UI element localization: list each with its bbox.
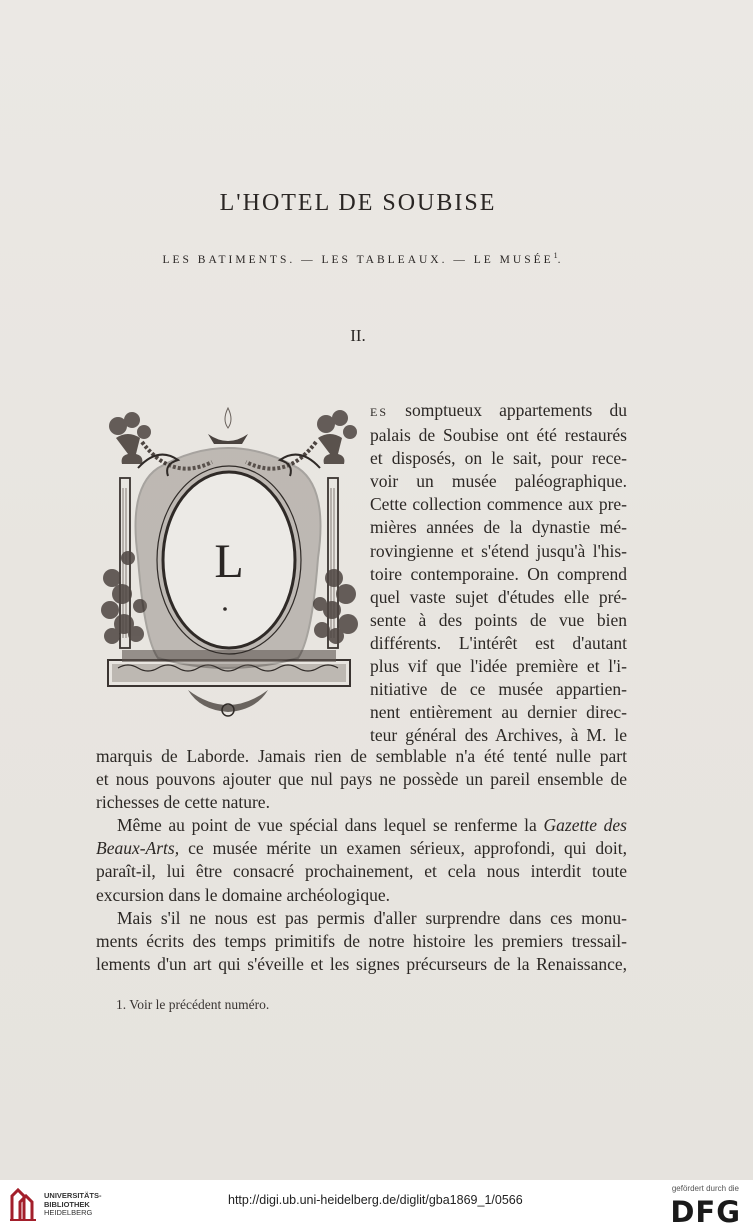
text-line: Cette collection commence aux pre- [370, 494, 627, 515]
text-line: paraît-il, lui être consacré prochainement, et cela nous interdit toute [96, 861, 627, 882]
first-word-smallcaps: ES [370, 405, 389, 419]
dfg-logo[interactable]: DFG [670, 1195, 741, 1229]
drop-cap-letter: L [214, 535, 244, 588]
text-line: excursion dans le domaine archéologique. [96, 884, 390, 905]
text-line: richesses de cette nature. [96, 792, 270, 813]
text-line: voir un musée paléographique. [370, 471, 627, 492]
text-line: et nous pouvons ajouter que nul pays ne possède un pareil ensemble de [96, 769, 627, 790]
text-line: nent entièrement au dernier direc- [370, 702, 627, 723]
text-line [96, 814, 627, 837]
university-library-logo-icon[interactable] [8, 1186, 38, 1222]
text-line: mières années de la dynastie mé- [370, 517, 627, 538]
text-line: plus vif que l'idée première et l'i- [370, 656, 627, 677]
text-line-content: Même au point de vue spécial dans lequel se renferme la [117, 815, 537, 836]
italic-title: Beaux-Arts, [96, 838, 180, 859]
text-line: différents. L'intérêt est d'autant [370, 632, 627, 653]
library-name[interactable] [44, 1192, 102, 1218]
section-number: II. [350, 326, 366, 345]
article-subtitle: LES BATIMENTS. — LES TABLEAUX. — LE MUSÉE$^1$. [162, 251, 564, 266]
text-line: quel vaste sujet d'études elle pré- [370, 586, 627, 607]
text-line: teur général des Archives, à M. le [370, 725, 627, 746]
text-line: Mais s'il ne nous est pas permis d'aller surprendre dans ces monu- [117, 907, 627, 928]
subtitle-footnote-ref: 1 [553, 251, 558, 260]
text-line-content: somptueux appartements du [405, 400, 627, 420]
permalink-url[interactable]: http://digi.ub.uni-heidelberg.de/diglit/gba1869_1/0566 [228, 1193, 523, 1207]
text-line: marquis de Laborde. Jamais rien de semblable n'a été tenté nulle part [96, 746, 627, 766]
library-name-line: BIBLIOTHEK [44, 1199, 90, 1209]
text-line [370, 399, 627, 424]
subtitle-text: LES BATIMENTS. — LES TABLEAUX. — LE MUSÉE [162, 253, 554, 266]
text-line-content: ce musée mérite un examen sérieux, approfondi, qui doit, [188, 838, 627, 859]
text-line: nitiative de ce musée appartien- [370, 679, 627, 700]
footnote: 1. Voir le précédent numéro. [116, 997, 270, 1012]
text-line [96, 837, 627, 860]
article-title: L'HOTEL DE SOUBISE [219, 190, 497, 216]
library-name-line: UNIVERSITÄTS- [44, 1191, 102, 1200]
library-name-line: HEIDELBERG [44, 1208, 93, 1217]
funded-by-label: gefördert durch die [671, 1184, 739, 1193]
italic-title: Gazette des [543, 815, 627, 836]
text-line: ments écrits des temps primitifs de notre histoire les premiers tressail- [96, 930, 627, 951]
right-column-text [370, 399, 627, 747]
text-line: lements d'un art qui s'éveille et les signes précurseurs de la Renaissance, [96, 953, 627, 974]
text-line: sente à des points de vue bien [370, 609, 627, 630]
text-line: palais de Soubise ont été restaurés [370, 425, 627, 446]
ornamental-initial-illustration [98, 398, 360, 730]
text-line: et disposés, on le sait, pour rece- [370, 448, 627, 469]
text-line: toire contemporaine. On comprend [370, 563, 627, 584]
body-text [96, 745, 627, 976]
text-line: rovingienne et s'étend jusqu'à l'his- [370, 540, 627, 561]
